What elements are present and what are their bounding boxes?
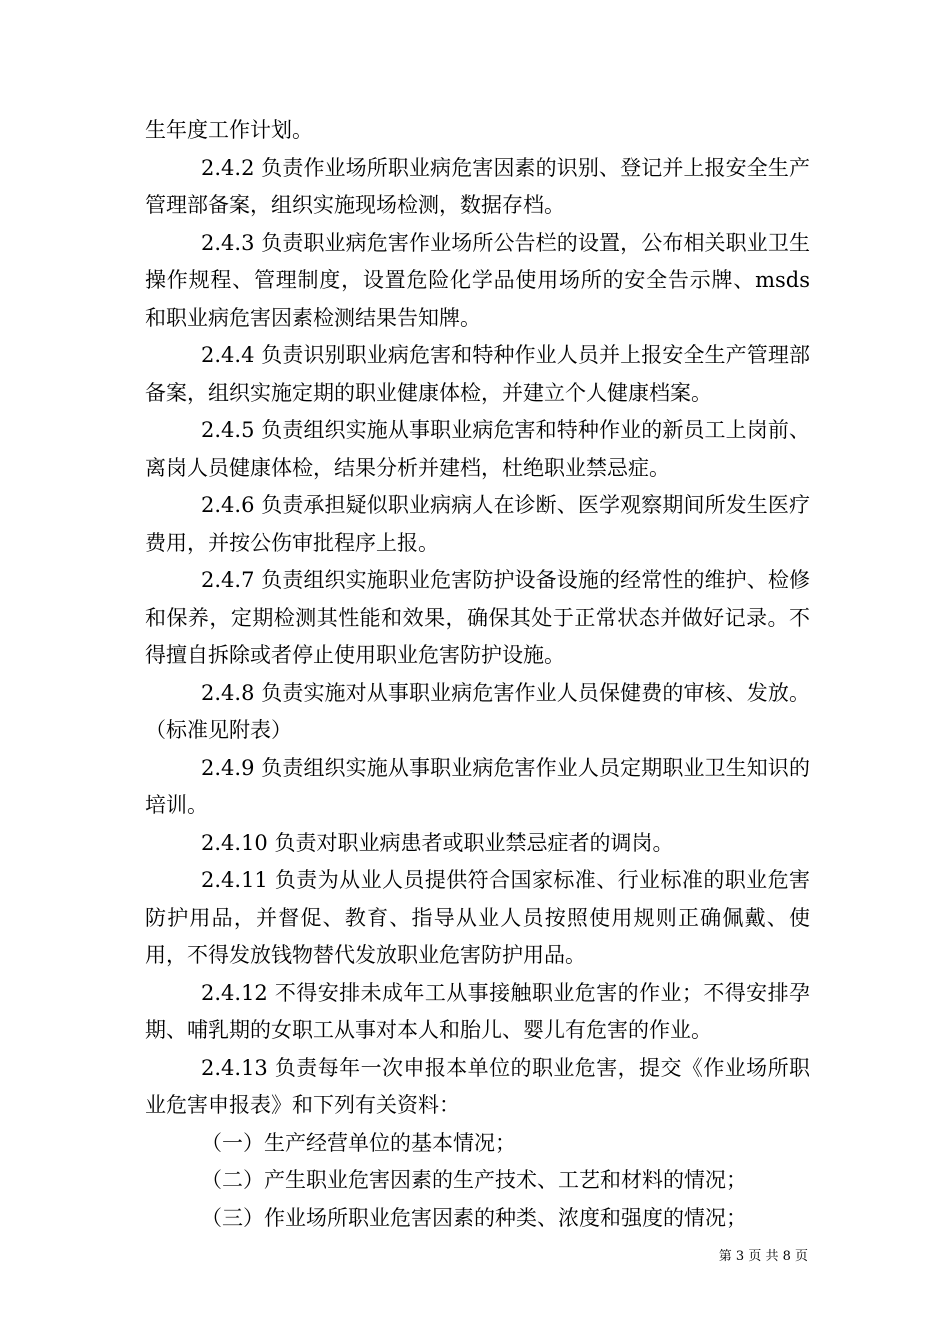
paragraph-2-4-4: 2.4.4 负责识别职业病危害和特种作业人员并上报安全生产管理部备案，组织实施定期的职业健康体检，并建立个人健康档案。 (145, 343, 810, 405)
paragraph-2-4-6: 2.4.6 负责承担疑似职业病病人在诊断、医学观察期间所发生医疗费用，并按公伤审批程序上报。 (145, 493, 810, 555)
paragraph-2-4-9: 2.4.9 负责组织实施从事职业病危害作业人员定期职业卫生知识的培训。 (145, 755, 810, 817)
paragraph-2-4-10: 2.4.10 负责对职业病患者或职业禁忌症者的调岗。 (201, 830, 674, 855)
paragraph-2-4-7: 2.4.7 负责组织实施职业危害防护设备设施的经常性的维护、检修和保养，定期检测其性能和效果，确保其处于正常状态并做好记录。不得擅自拆除或者停止使用职业危害防护设施。 (145, 568, 810, 667)
paragraph-continuation: 生年度工作计划。 (145, 118, 313, 142)
paragraph-2-4-5: 2.4.5 负责组织实施从事职业病危害和特种作业的新员工上岗前、离岗人员健康体检，结果分析并建档，杜绝职业禁忌症。 (145, 418, 810, 480)
paragraph-2-4-3: 2.4.3 负责职业病危害作业场所公告栏的设置，公布相关职业卫生操作规程、管理制度，设置危险化学品使用场所的安全告示牌、msds 和职业病危害因素检测结果告知牌。 (145, 230, 817, 330)
list-item-1: （一）生产经营单位的基本情况； (201, 1130, 516, 1155)
paragraph-2-4-8: 2.4.8 负责实施对从事职业病危害作业人员保健费的审核、发放。（标准见附表） (145, 680, 810, 742)
paragraph-2-4-2: 2.4.2 负责作业场所职业病危害因素的识别、登记并上报安全生产管理部备案，组织实施现场检测，数据存档。 (145, 155, 810, 217)
list-item-2: （二）产生职业危害因素的生产技术、工艺和材料的情况； (201, 1168, 747, 1192)
list-item-3: （三）作业场所职业危害因素的种类、浓度和强度的情况； (201, 1205, 747, 1230)
page-footer: 第 3 页 共 8 页 (718, 1249, 808, 1264)
paragraph-2-4-12: 2.4.12 不得安排未成年工从事接触职业危害的作业；不得安排孕期、哺乳期的女职工从事对本人和胎儿、婴儿有危害的作业。 (145, 980, 810, 1042)
document-body (145, 112, 817, 1237)
paragraph-2-4-13: 2.4.13 负责每年一次申报本单位的职业危害，提交《作业场所职业危害申报表》和下列有关资料： (145, 1055, 810, 1117)
paragraph-2-4-11: 2.4.11 负责为从业人员提供符合国家标准、行业标准的职业危害防护用品，并督促、教育、指导从业人员按照使用规则正确佩戴、使用，不得发放钱物替代发放职业危害防护用品。 (145, 868, 810, 967)
